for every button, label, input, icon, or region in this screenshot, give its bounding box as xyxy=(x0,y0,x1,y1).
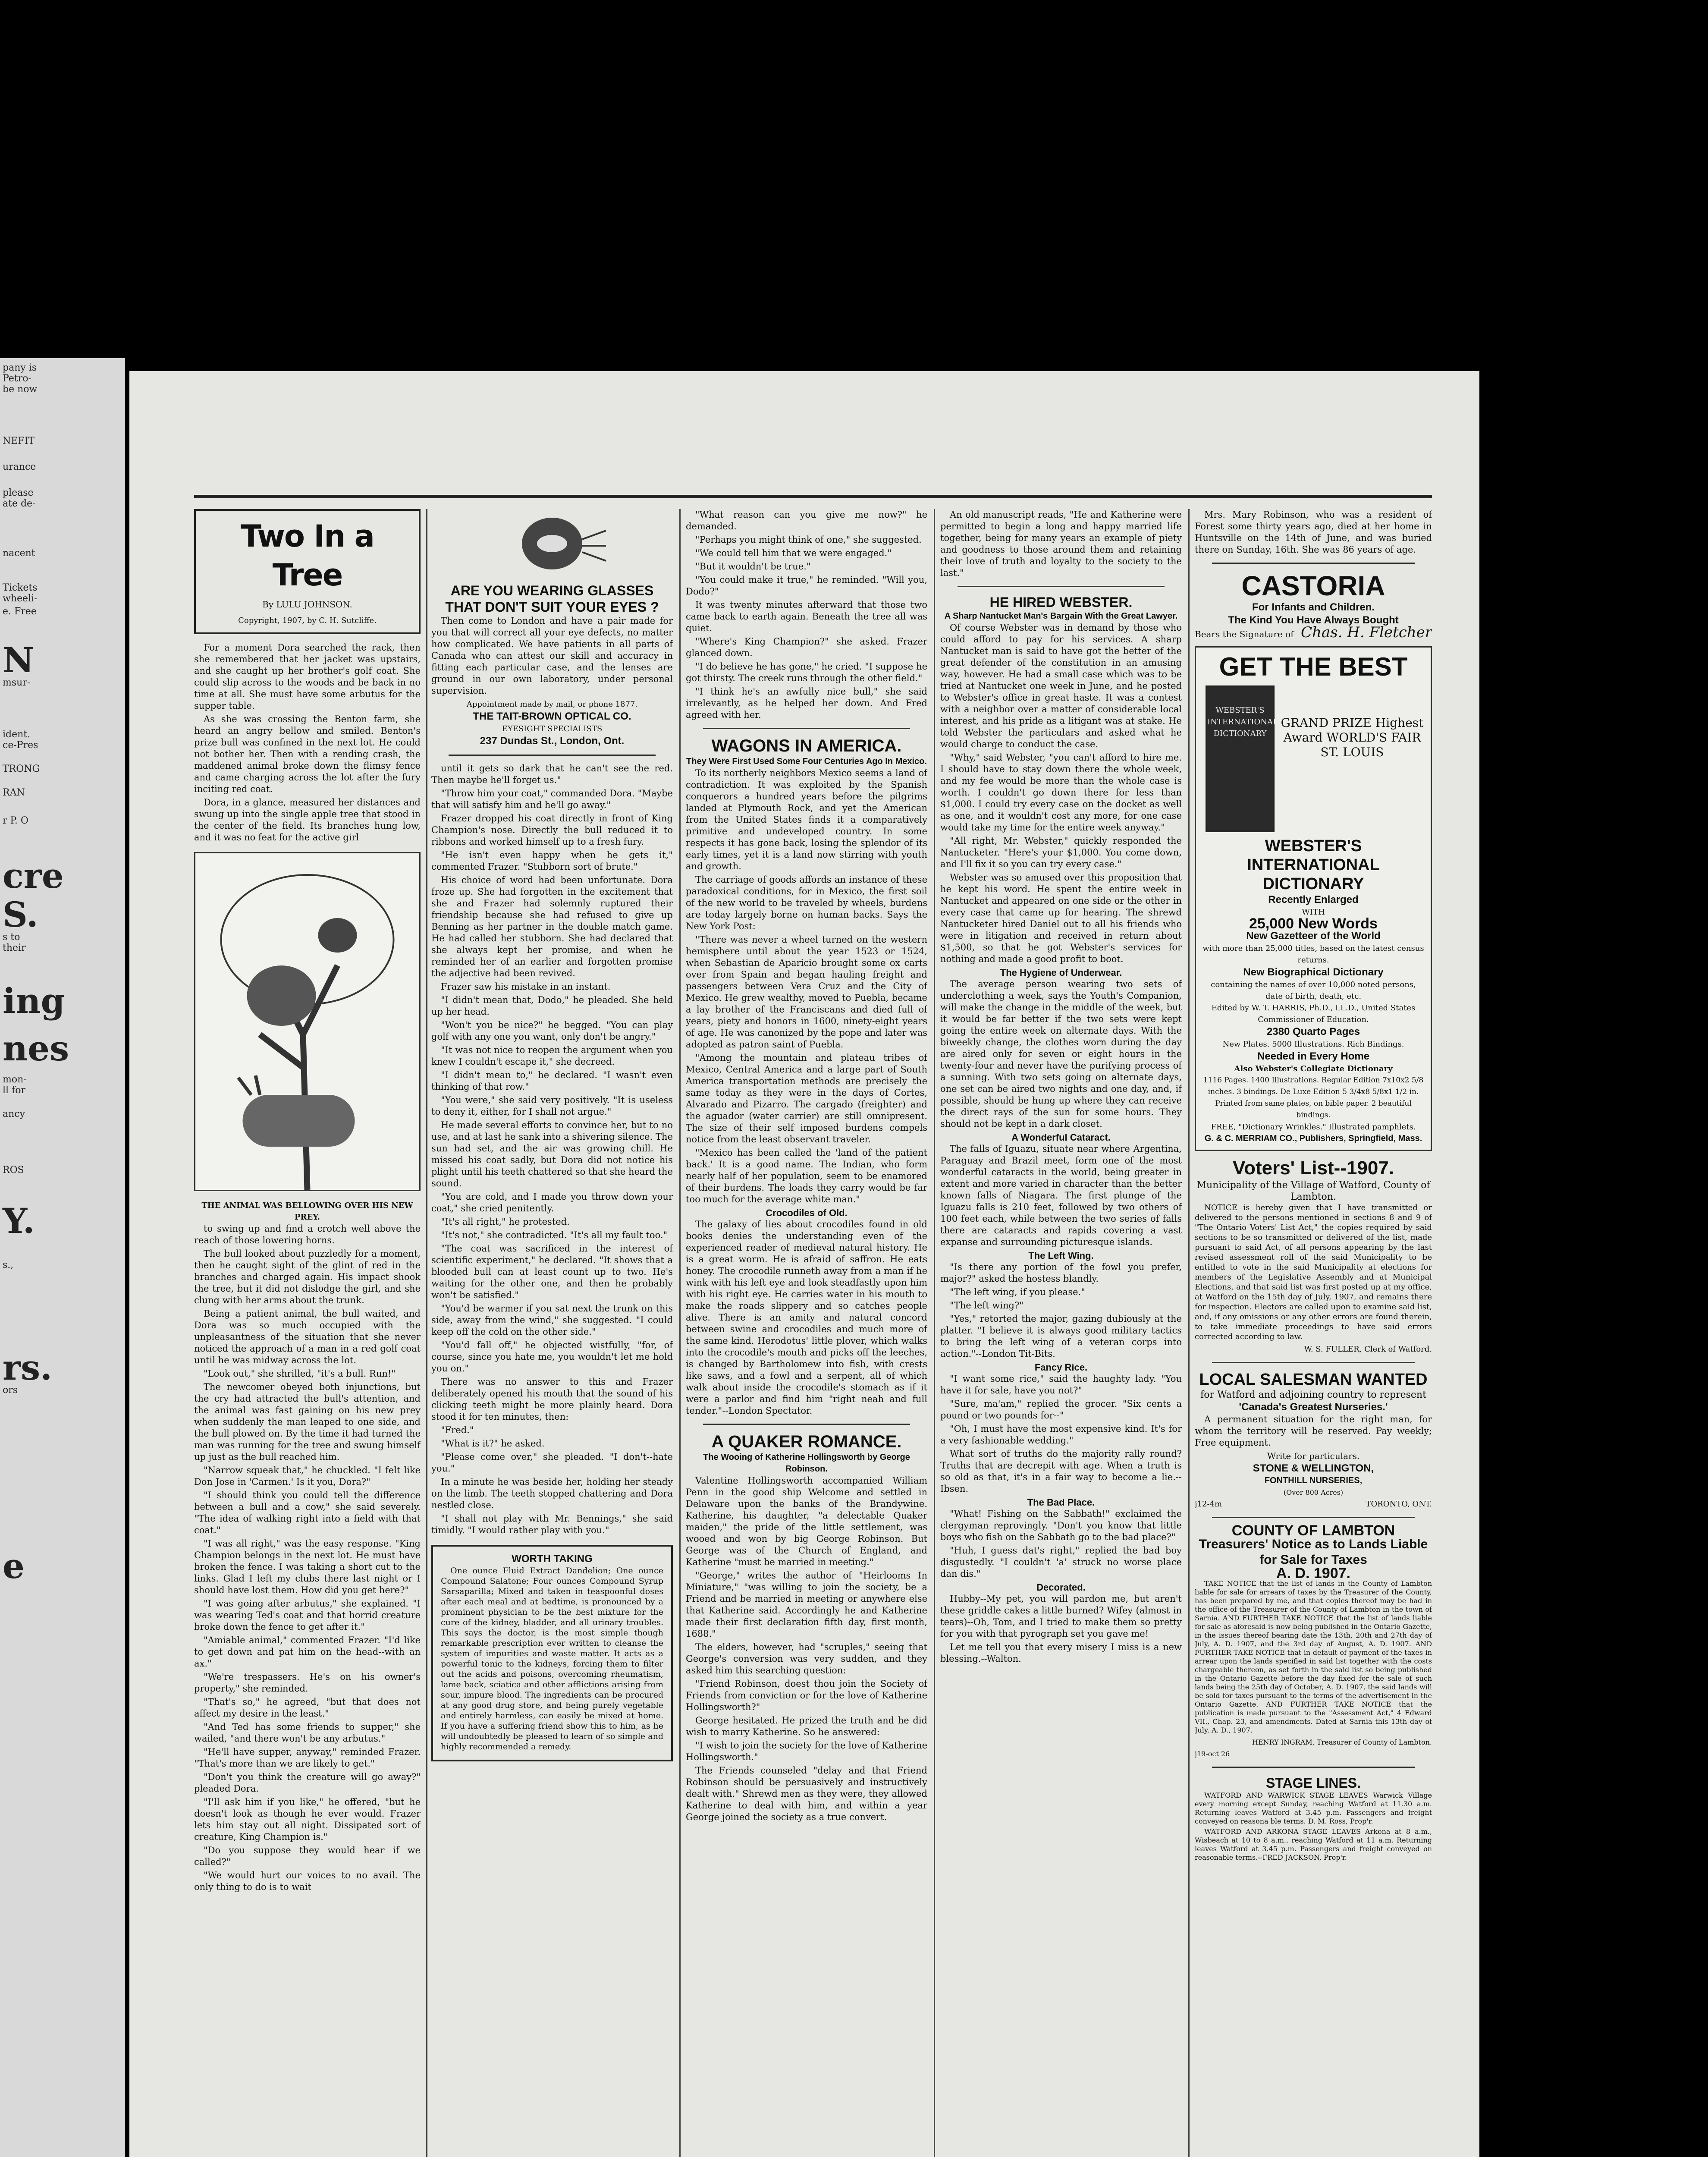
county-year: A. D. 1907. xyxy=(1276,1565,1350,1582)
dictionary-free: FREE, "Dictionary Wrinkles." Illustrated pamphlets. xyxy=(1211,1123,1416,1132)
optical-ad-body: Then come to London and have a pair made for you that will correct all your eye defects, no matter how complicated. We have patients in all parts of Canada who can attest our skill and accuracy in fitting each particular case, and the lenses are ground in our own laboratory, under personal supervision. xyxy=(431,616,673,696)
quaker-ending xyxy=(940,509,1182,579)
dictionary-ad xyxy=(1195,646,1432,1151)
quaker-headline: A QUAKER ROMANCE. xyxy=(711,1432,902,1451)
paragraph: "We're trespassers. He's on his owner's property," she reminded. xyxy=(194,1672,421,1694)
rice-headline: Fancy Rice. xyxy=(1034,1362,1088,1373)
paragraph: The elders, however, had "scruples," seeing that George's conversion was very sudden, and they asked him this searching question: xyxy=(686,1642,927,1676)
worth-taking-body: One ounce Fluid Extract Dandelion; One ounce Compound Salatone; Four ounces Compound Syrup Sarsaparilla; Mixed and taken in teaspoonful doses after each meal and at bedtime, is pronounced by a prominent physician to be the best mixture for the cure of the kidney, bladder, and all urinary troubles. This says the doctor, is the most simple though remarkable prescription ever written to cleanse the system of impurities and waste matter. It acts as a powerful tonic to the kidneys, forcing them to filter out the acids and poisons, overcoming rheumatism, lame back, sciatica and other afflictions arising from sour, impure blood. The ingredients can be procured at any good drug store, and being purely vegetable and entirely harmless, can easily be mixed at home. If you have a suffering friend show this to him, as he will undoubtedly be pleased to learn of so simple and highly recommended a remedy. xyxy=(441,1566,663,1751)
rice-text xyxy=(940,1373,1182,1446)
paragraph: "I should think you could tell the difference between a bull and a cow," she said severely. "The idea of walking right into a field with that coat." xyxy=(194,1490,421,1535)
column-divider xyxy=(679,509,681,2157)
paragraph: "He'll have supper, anyway," reminded Frazer. "That's more than we are likely to get." xyxy=(194,1747,421,1769)
paragraph: "Don't you think the creature will go away?" pleaded Dora. xyxy=(194,1772,421,1794)
paragraph: "Throw him your coat," commanded Dora. "Maybe that will satisfy him and he'll go away." xyxy=(431,788,673,810)
underwear-body: The average person wearing two sets of underclothing a week, says the Youth's Companion, will make the change in the middle of the week, but it would be far better if the two sets were kept going the entire week on alternate days. With the biweekly change, the clothes worn during the day are aired only for seven or eight hours in the twenty-four and never have the purifying process of a sunning. With two sets going on alternate days, one set can be aired two nights and one day, and, if possible, should be hung up where they can receive the direct rays of the sun for some hours. They should not be kept in a dark closet. xyxy=(940,979,1182,1129)
dictionary-publisher: G. & C. MERRIAM CO., Publishers, Springfield, Mass. xyxy=(1204,1134,1422,1143)
paragraph: There was no answer to this and Frazer deliberately opened his mouth that the sound of his clicking teeth might be more plainly heard. Dora stood it for ten minutes, then: xyxy=(431,1377,673,1422)
salesman-code: j12-4m xyxy=(1195,1500,1222,1509)
optical-ad-address: 237 Dundas St., London, Ont. xyxy=(480,735,625,747)
worth-taking-title: WORTH TAKING xyxy=(512,1553,593,1565)
paragraph: "The coat was sacrificed in the interest of scientific experiment," he declared. "It shows that a blooded bull can at least count up to two. He's waiting for the other one, and then he probably won't be satisfied." xyxy=(431,1243,673,1300)
robinson-notice: Mrs. Mary Robinson, who was a resident of Forest some thirty years ago, died at her home in Huntsville on the 14th of June, and was buried there on Sunday, 16th. She was 86 years of age. xyxy=(1195,509,1432,555)
paragraph: "Please come over," she pleaded. "I don't--hate you." xyxy=(431,1452,673,1474)
paragraph: "Perhaps you might think of one," she suggested. xyxy=(695,535,922,545)
book-label: WEBSTER'S INTERNATIONAL DICTIONARY xyxy=(1207,706,1278,738)
wagons-article xyxy=(686,767,927,1205)
castoria-bears: Bears the Signature of xyxy=(1195,629,1294,639)
page-fragment-text: e. Free xyxy=(3,606,37,617)
optical-ad-title: ARE YOU WEARING GLASSES THAT DON'T SUIT YOUR EYES ? xyxy=(445,583,659,615)
paragraph: The bull looked about puzzledly for a moment, then he caught sight of the glint of red in the branches and charged again. His impact shook the tree, but it did not dislodge the girl, and she clung with her arms about the trunk. xyxy=(194,1248,421,1305)
dictionary-gazetteer: New Gazetteer of the World xyxy=(1246,930,1381,942)
stage-title: STAGE LINES. xyxy=(1266,1775,1361,1791)
page-fragment-text: their xyxy=(3,943,26,953)
paragraph: "Oh, I must have the most expensive kind. It's for a very fashionable wedding." xyxy=(940,1424,1182,1446)
paragraph: "There was never a wheel turned on the western hemisphere until about the year 1523 or 1524, when Sebastian de Aparicio brought some ox carts over from Spain and began hauling freight and passengers between Vera Cruz and the City of Mexico. He grew wealthy, moved to Puebla, became a lay brother of the Franciscans and died full of years, piety and honors in 1600, ninety-eight years of age. He was canonized by the pope and later was adopted as patron saint of Puebla. xyxy=(686,934,927,1050)
story-title: Two In a Tree xyxy=(241,519,374,593)
paragraph: "It's all right," he protested. xyxy=(441,1217,570,1227)
paragraph: "It's not," she contradicted. "It's all my fault too." xyxy=(441,1230,668,1240)
paragraph: "I wish to join the society for the love of Katherine Hollingsworth." xyxy=(686,1740,927,1762)
paragraph: "George," writes the author of "Heirlooms In Miniature," "was willing to join the society, be a Friend and be married in meeting or anywhere else that Katherine said. Accordingly he and Katherine made their first declaration fifth day, first month, 1688." xyxy=(686,1570,927,1639)
page-fragment-text: wheeli- xyxy=(3,593,38,604)
page-fragment-text: nes xyxy=(3,1028,69,1069)
cataract-body: The falls of Iguazu, situate near where Argentina, Paraguay and Brazil meet, form one of the most wonderful cataracts in the world, being greater in extent and more varied in character than the better known falls of Niagara. The first plunge of the Iguazu falls is 210 feet, followed by two others of 100 feet each, while between the two series of falls there are cataracts and rapids covering a vast expanse and surrounding picturesque islands. xyxy=(940,1144,1182,1247)
county-code: j19-oct 26 xyxy=(1195,1750,1230,1758)
dictionary-with: WITH xyxy=(1302,908,1325,917)
page-fragment-text: ident. xyxy=(3,729,31,740)
paragraph: "Sure, ma'am," replied the grocer. "Six cents a pound or two pounds for--" xyxy=(940,1399,1182,1421)
county-sign: HENRY INGRAM, Treasurer of County of Lambton. xyxy=(1252,1738,1432,1746)
paragraph: "The left wing?" xyxy=(950,1300,1024,1311)
salesman-acres: (Over 800 Acres) xyxy=(1283,1488,1344,1497)
story-ending xyxy=(686,509,927,721)
story-continued xyxy=(431,763,673,1536)
crocodiles-body: The galaxy of lies about crocodiles found in old books denies the understanding even of the experienced reader of medieval natural history. He is a great worm. He is afraid of saffron. He eats honey. The crocodile runneth away from a man if he wink with his left eye and look steadfastly upon him with his right eye. He carries water in his mouth to make the roads slippery and so catches people alive. There is an amity and natural concord between swine and crocodiles and much more of the same kind. Herodotus' little plover, which walks into the crocodile's mouth and picks off the leeches, is changed by Bartholomew into fish, with crests like saws, and a fowl and a serpent, all of which walk about inside the crocodile's stomach as if it were a parlor and find him "right neah and full tender."--London Spectator. xyxy=(686,1219,927,1416)
paragraph: "You could make it true," he reminded. "Will you, Dodo?" xyxy=(686,575,927,597)
county-body: TAKE NOTICE that the list of lands in the County of Lambton liable for sale for arrears of taxes by the Treasurer of the County, has been prepared by me, and that copies thereof may be had in the office of the Treasurer of the County of Lambton in the town of Sarnia. AND FURTHER TAKE NOTICE that the list of lands liable for sale as aforesaid is now being published in the Ontario Gazette, in the issues thereof bearing date the 13th, 20th and 27th day of July, A. D. 1907, and the 3rd day of August, A. D. 1907. AND FURTHER TAKE NOTICE that in default of payment of the taxes in arrear upon the lands specified in said list together with the costs chargeable thereon, as set forth in the said list so being published in the Ontario Gazette before the day fixed for the sale of such lands being the 25th day of October, A. D. 1907, the said lands will be sold for taxes pursuant to the terms of the advertisement in the Ontario Gazette. AND FURTHER TAKE NOTICE that the publication is made pursuant to the "Assessment Act," 4 Edward VII., Chap. 23, and amendments. Dated at Sarnia this 13th day of July, A. D., 1907. xyxy=(1195,1579,1432,1734)
page-fragment-text: e xyxy=(3,1546,25,1586)
badplace-headline: The Bad Place. xyxy=(1027,1497,1095,1508)
quaker-article xyxy=(686,1475,927,1823)
page-fragment-text: s to xyxy=(3,932,20,943)
crocodiles-headline: Crocodiles of Old. xyxy=(766,1207,848,1218)
worth-taking-ad xyxy=(431,1545,673,1761)
paragraph: "I want some rice," said the haughty lady. "You have it for sale, have you not?" xyxy=(940,1374,1182,1396)
castoria-title: CASTORIA xyxy=(1241,570,1385,601)
dictionary-words: 25,000 New Words xyxy=(1249,915,1378,932)
paragraph: "We could tell him that we were engaged." xyxy=(695,548,892,558)
column-4 xyxy=(940,509,1182,2157)
paragraph: As she was crossing the Benton farm, she heard an angry bellow and smiled. Benton's prize bull was confined in the next lot. He could not bother her. Then with a rending crash, the maddened animal broke down the flimsy fence and came charging across the lot after the fury inciting red coat. xyxy=(194,714,421,794)
column-1 xyxy=(194,509,421,2157)
dictionary-editor: Edited by W. T. HARRIS, Ph.D., LL.D., United States Commissioner of Education. xyxy=(1211,1003,1416,1024)
dictionary-enlarged: Recently Enlarged xyxy=(1268,894,1359,906)
paragraph: "It was not nice to reopen the argument when you knew I couldn't escape it," she decreed. xyxy=(431,1045,673,1067)
paragraph: "You are cold, and I made you throw down your coat," she cried penitently. xyxy=(431,1192,673,1214)
optical-ad-appointment: Appointment made by mail, or phone 1877. xyxy=(466,700,638,709)
wagons-headline: WAGONS IN AMERICA. xyxy=(711,736,902,755)
paragraph: "I didn't mean that, Dodo," he pleaded. She held up her head. xyxy=(431,995,673,1017)
column-3 xyxy=(686,509,927,2157)
paragraph: "Friend Robinson, doest thou join the Society of Friends from conviction or for the love of Katherine Hollingsworth?" xyxy=(686,1679,927,1712)
page-fragment-text: ROS xyxy=(3,1165,24,1176)
story-header-box xyxy=(194,509,421,634)
paragraph: Frazer saw his mistake in an instant. xyxy=(441,981,611,992)
dictionary-gaz-desc: with more than 25,000 titles, based on the latest census returns. xyxy=(1203,944,1424,965)
paragraph: "I was going after arbutus," she explained. "I was wearing Ted's coat and that horrid creature broke down the fence to get after it." xyxy=(194,1598,421,1632)
paragraph: "You were," she said very positively. "It is useless to deny it, either, for I shall not argue." xyxy=(431,1095,673,1117)
paragraph: "You'd fall off," he objected wistfully, "for, of course, since you hate me, you wouldn't let me hold you on." xyxy=(431,1340,673,1374)
page-fragment-text: ors xyxy=(3,1385,18,1396)
page-fragment-text: Tickets xyxy=(3,582,38,593)
adjacent-page-fragment xyxy=(0,358,125,2157)
paragraph: "Narrow squeak that," he chuckled. "I felt like Don Jose in 'Carmen.' Is it you, Dora?" xyxy=(194,1465,421,1487)
paragraph: His choice of word had been unfortunate. Dora froze up. She had forgotten in the excitement that she and Frazer had solemnly ruptured their friendship because she had refused to give up Benning as her partner in the double match game. He had called her stubborn. She had declared that she always kept her promise, and when he reminded her of an earlier and forgotten promise the adjective had been revived. xyxy=(431,875,673,978)
page-fragment-text: rs. xyxy=(3,1347,53,1388)
story-text-b xyxy=(194,1223,421,1893)
column-divider xyxy=(934,509,935,2157)
paragraph: "Huh, I guess dat's right," replied the bad boy disgustedly. "I couldn't 'a' struck no worse place dan dis." xyxy=(940,1545,1182,1579)
column-divider xyxy=(426,509,427,2157)
decorated-headline: Decorated. xyxy=(1036,1582,1086,1593)
paragraph: "Why," said Webster, "you can't afford to hire me. I should have to stay down there the whole week, and my fee would be more than the whole case is worth. I couldn't go down there for less than $1,000. I could try every case on the docket as well as one, and it wouldn't cost any more, for one case would take my time for the entire week anyway." xyxy=(940,752,1182,833)
page-fragment-text: msur- xyxy=(3,677,31,688)
page-fragment-text: be now xyxy=(3,384,38,395)
salesman-nurseries: FONTHILL NURSERIES, xyxy=(1264,1476,1363,1485)
paragraph: "Do you suppose they would hear if we called?" xyxy=(194,1845,421,1867)
page-fragment-text: cre xyxy=(3,855,64,896)
eye-glasses-icon xyxy=(496,513,608,578)
paragraph: The Friends counseled "delay and that Friend Robinson should be persuasively and instructively dealt with." Shrewd men as they were, they allowed Katherine to deal with him, and within a year George joined the society as a true convert. xyxy=(686,1765,927,1822)
page-fragment-text: NEFIT xyxy=(3,436,35,446)
castoria-sub: For Infants and Children. xyxy=(1252,601,1375,613)
paragraph: "I do believe he has gone," he cried. "I suppose he got thirsty. The creek runs through the other field." xyxy=(686,661,927,683)
paragraph: "Look out," she shrilled, "it's a bull. Run!" xyxy=(204,1368,396,1379)
paragraph: To its northerly neighbors Mexico seems a land of contradiction. It was exploited by the Spanish conquerors a hundred years before the pilgrims landed at Plymouth Rock, and yet the American from the United States finds it a comparatively primitive and undeveloped country. In some respects it has gone back, losing the splendor of its early times, yet it is a land now stirring with youth and growth. xyxy=(686,768,927,871)
page-fragment-text: nacent xyxy=(3,548,35,559)
page-fragment-text: please xyxy=(3,487,34,498)
county-notice: Treasurers' Notice as to Lands Liable for Sale for Taxes xyxy=(1199,1537,1428,1567)
dictionary-book-icon xyxy=(1206,685,1278,832)
stage-line-2: WATFORD AND ARKONA STAGE LEAVES Arkona at 8 a.m., Wisbeach at 10 to 8 a.m., reaching Watford at 11 a.m. Returning leaves Watford at 3.45 p.m. Passengers and freight conveyed on reasonable terms.--FRED JACKSON, Prop'r. xyxy=(1195,1827,1432,1861)
badplace-text xyxy=(940,1508,1182,1580)
column-divider xyxy=(1188,509,1190,2157)
paragraph: Of course Webster was in demand by those who could afford to pay for his services. A sharp Nantucket man is said to have got the better of the great defender of the constitution in an amusing way, however. He had a small case which was to be tried at Nantucket one week in June, and he posted to Webster's office in great haste. It was a contest with a neighbor over a matter of considerable local interest, and his pride as a litigant was at stake. He told Webster the particulars and asked what he would charge to conduct the case. xyxy=(940,623,1182,749)
paragraph: For a moment Dora searched the rack, then she remembered that her jacket was upstairs, and she caught up her brother's golf coat. She could slip across to the woods and be back in no time at all. She must have some arbutus for the supper table. xyxy=(194,642,421,711)
stage-line-1: WATFORD AND WARWICK STAGE LEAVES Warwick Village every morning except Sunday, reaching Watford at 11.30 a.m. Returning leaves Watford at 3.45 p.m. Passengers and freight conveyed on reasona ble terms. D. M. Ross, Prop'r. xyxy=(1195,1791,1432,1825)
paragraph: "What! Fishing on the Sabbath!" exclaimed the clergyman reprovingly. "Don't you know that little boys who fish on the Sabbath go to the bad place?" xyxy=(940,1509,1182,1542)
page-fragment-text: pany is xyxy=(3,362,37,373)
paragraph: "But it wouldn't be true." xyxy=(695,561,811,572)
page-fragment-text: Petro- xyxy=(3,373,31,384)
dictionary-needed: Needed in Every Home xyxy=(1257,1050,1370,1062)
paragraph: George hesitated. He prized the truth and he did wish to marry Katherine. So he answered: xyxy=(686,1715,927,1737)
paragraph: Let me tell you that every misery I miss is a new blessing.--Walton. xyxy=(940,1642,1182,1664)
tree-bull-drawing-icon xyxy=(195,853,419,1190)
page-fragment-text: RAN xyxy=(3,787,25,798)
dictionary-pages: 2380 Quarto Pages xyxy=(1266,1026,1360,1038)
page-fragment-text: ancy xyxy=(3,1109,25,1119)
grand-prize: GRAND PRIZE Highest Award WORLD'S FAIR ST. LOUIS xyxy=(1281,716,1424,759)
illustration-caption: THE ANIMAL WAS BELLOWING OVER HIS NEW PREY. xyxy=(201,1201,413,1222)
paragraph: Frazer dropped his coat directly in front of King Champion's nose. Directly the bull reduced it to ribbons and worked himself up to a fresh fury. xyxy=(431,813,673,847)
underwear-headline: The Hygiene of Underwear. xyxy=(1000,967,1122,978)
page-fragment-text: ing xyxy=(3,981,65,1021)
paragraph: to swing up and find a crotch well above the reach of those lowering horns. xyxy=(194,1223,421,1245)
dictionary-best: GET THE BEST xyxy=(1219,652,1408,681)
paragraph: It was twenty minutes afterward that those two came back to earth again. Beneath the tree all was quiet. xyxy=(686,600,927,633)
page-fragment-text: urance xyxy=(3,462,36,472)
webster-subhead: A Sharp Nantucket Man's Bargain With the Great Lawyer. xyxy=(944,611,1178,621)
truth-paragraph: What sort of truths do the majority rally round? Truths that are decrepit with age. When a truth is so old as that, it's in a fair way to become a lie.--Ibsen. xyxy=(940,1449,1182,1494)
paragraph: "Fred." xyxy=(441,1425,474,1435)
paragraph: "Mexico has been called the 'land of the patient back.' It is a good name. The Indian, who form nearly half of her population, seem to be enamored of their burdens. The loads they carry would be far too much for the average white man." xyxy=(686,1148,927,1204)
page-fragment-text: ll for xyxy=(3,1085,25,1096)
paragraph: "Yes," retorted the major, gazing dubiously at the platter. "I believe it is always good military tactics to bring the left wing of a veteran corps into action."--London Tit-Bits. xyxy=(940,1314,1182,1359)
paragraph: "We would hurt our voices to no avail. The only thing to do is to wait xyxy=(194,1870,421,1892)
column-2 xyxy=(431,509,673,2157)
page-fragment-text: Y. xyxy=(3,1201,35,1241)
paragraph: "Among the mountain and plateau tribes of Mexico, Central America and a large part of South America transportation methods are precisely the same today as they were in the days of Cortes, Alvarado and Pizarro. The cargado (freighter) and the aguador (water carrier) are still omnipresent. The size of their self imposed burdens compels notice from the least observant traveler. xyxy=(686,1053,927,1145)
dictionary-coll-desc: 1116 Pages. 1400 Illustrations. Regular Edition 7x10x2 5/8 inches. 3 bindings. De Luxe Edition 5 3/4x8 5/8x1 1/2 in. Printed from same plates, on bible paper. 2 beautiful bindings. xyxy=(1203,1076,1424,1119)
paragraph: "Is there any portion of the fowl you prefer, major?" asked the hostess blandly. xyxy=(940,1262,1182,1284)
paragraph: Being a patient animal, the bull waited, and Dora was so much occupied with the unpleasantness of the situation that she never noticed the approach of a man in a red golf coat until he was midway across the lot. xyxy=(194,1308,421,1365)
paragraph: "All right, Mr. Webster," quickly responded the Nantucketer. "Here's your $1,000. You come down, and I'll fix it so you can try every case." xyxy=(940,836,1182,869)
page-fragment-text: N xyxy=(3,640,35,680)
voters-sign: W. S. FULLER, Clerk of Watford. xyxy=(1304,1345,1432,1354)
page-fragment-text: ate de- xyxy=(3,498,36,509)
voters-body: NOTICE is hereby given that I have transmitted or delivered to the persons mentioned in sections 8 and 9 of "The Ontario Voters' List Act," the copies required by said sections to be so transmitted or delivered of the list, made pursuant to said Act, of all persons appearing by the last revised assessment roll of the said Municipality to be entitled to vote in the said Municipality at elections for members of the Legislative Assembly and at Municipal Elections, and that said list was first posted up at my office, at Watford on the 15th day of July, 1907, and remains there for inspection. Electors are called upon to examine said list, and, if any omissions or any other errors are found therein, to take immediate proceedings to have said errors corrected according to law. xyxy=(1195,1203,1432,1341)
story-copyright: Copyright, 1907, by C. H. Sutcliffe. xyxy=(238,616,377,625)
page-fragment-text: S. xyxy=(3,894,38,935)
paragraph: "That's so," he agreed, "but that does not affect my desire in the least." xyxy=(194,1697,421,1719)
county-title: COUNTY OF LAMBTON xyxy=(1231,1522,1395,1539)
paragraph: An old manuscript reads, "He and Katherine were permitted to begin a long and happy married life together, being for many years an example of piety and goodness to those around them and retaining their love of truth and loyalty to the society to the last." xyxy=(940,509,1182,578)
salesman-for: for Watford and adjoining country to represent xyxy=(1200,1390,1426,1400)
dictionary-plates: New Plates. 5000 Illustrations. Rich Bindings. xyxy=(1222,1040,1404,1049)
dictionary-collegiate: Also Webster's Collegiate Dictionary xyxy=(1234,1064,1393,1073)
paragraph: "The left wing, if you please." xyxy=(950,1287,1085,1297)
page-fragment-text: r P. O xyxy=(3,815,28,826)
webster-headline: HE HIRED WEBSTER. xyxy=(989,594,1133,610)
salesman-body: A permanent situation for the right man, for whom the territory will be reserved. Pay weekly; Free equipment. xyxy=(1195,1414,1432,1448)
castoria-tag: The Kind You Have Always Bought xyxy=(1228,614,1399,626)
paragraph: The carriage of goods affords an instance of these paradoxical conditions, for in Mexico, the first soil of the new world to be traveled by wheels, burdens are today largely borne on human backs. Says the New York Post: xyxy=(686,874,927,931)
salesman-city: TORONTO, ONT. xyxy=(1366,1500,1432,1509)
castoria-signature: Chas. H. Fletcher xyxy=(1300,624,1432,641)
salesman-title: LOCAL SALESMAN WANTED xyxy=(1199,1371,1428,1389)
decorated-text xyxy=(940,1593,1182,1665)
paragraph: until it gets so dark that he can't see the red. Then maybe he'll forget us." xyxy=(431,763,673,785)
voters-title: Voters' List--1907. xyxy=(1233,1157,1394,1179)
dictionary-bio: New Biographical Dictionary xyxy=(1243,966,1384,978)
story-text-a xyxy=(194,642,421,843)
page-fragment-text: ce-Pres xyxy=(3,740,38,751)
paragraph: "I didn't mean to," he declared. "I wasn't even thinking of that row." xyxy=(431,1070,673,1092)
column-5 xyxy=(1195,509,1432,2157)
paragraph: "Amiable animal," commented Frazer. "I'd like to get down and pat him on the head--with an ax." xyxy=(194,1635,421,1669)
newspaper-page xyxy=(129,371,1479,2157)
optical-ad-firm: THE TAIT-BROWN OPTICAL CO. xyxy=(473,711,631,722)
paragraph: "What is it?" he asked. xyxy=(441,1438,545,1449)
paragraph: Webster was so amused over this proposition that he kept his word. He spent the entire week in Nantucket and appeared on one side or the other in every case that came up for hearing. The shrewd Nantucketer hired Daniel out to all his friends who were in litigation and received in return about $1,500, so that he got Webster's services for nothing and made a good profit to boot. xyxy=(940,872,1182,964)
paragraph: "Won't you be nice?" he begged. "You can play golf with any one you want, only don't be angry." xyxy=(431,1020,673,1042)
salesman-firm: 'Canada's Greatest Nurseries.' xyxy=(1239,1401,1388,1413)
paragraph: Dora, in a glance, measured her distances and swung up into the single apple tree that stood in the center of the field. Its branches hung low, and it was no feat for the active girl xyxy=(194,797,421,843)
paragraph: "I think he's an awfully nice bull," she said irrelevantly, as he helped her down. And Fred agreed with her. xyxy=(686,686,927,720)
paragraph: He made several efforts to convince her, but to no use, and at last he sank into a shivering silence. The sun had set, and the air was growing chill. He missed his coat sadly, but Dora did not notice his plight until his teeth chattered so that she heard the sound. xyxy=(431,1120,673,1189)
paragraph: "I shall not play with Mr. Bennings," she said timidly. "I would rather play with you." xyxy=(431,1513,673,1535)
optical-ad-firm-sub: EYESIGHT SPECIALISTS xyxy=(502,724,603,733)
page-fragment-text: mon- xyxy=(3,1074,27,1085)
paragraph: "What reason can you give me now?" he demanded. xyxy=(686,509,927,531)
paragraph: "Where's King Champion?" she asked. Frazer glanced down. xyxy=(686,636,927,658)
paragraph: In a minute he was beside her, holding her steady on the limb. The teeth stopped chattering and Dora nestled close. xyxy=(431,1477,673,1510)
paragraph: "He isn't even happy when he gets it," commented Frazer. "Stubborn sort of brute." xyxy=(431,850,673,872)
salesman-write: Write for particulars. xyxy=(1267,1451,1360,1461)
story-byline: By LULU JOHNSON. xyxy=(262,599,352,610)
leftwing-text xyxy=(940,1261,1182,1360)
dictionary-bio-desc: containing the names of over 10,000 noted persons, date of birth, death, etc. xyxy=(1211,980,1416,1001)
salesman-co: STONE & WELLINGTON, xyxy=(1253,1462,1374,1474)
cataract-headline: A Wonderful Cataract. xyxy=(1011,1132,1111,1143)
page-fragment-text: s., xyxy=(3,1260,14,1270)
quaker-subhead: The Wooing of Katherine Hollingsworth by George Robinson. xyxy=(703,1453,910,1474)
paragraph: The newcomer obeyed both injunctions, but the cry had attracted the bull's attention, and the animal was fast gaining on his new prey when suddenly the man leaped to one side, and the bull plowed on. By the time it had turned the man was running for the tree and swung himself up just as the bull reached him. xyxy=(194,1382,421,1462)
voters-municipality: Municipality of the Village of Watford, County of Lambton. xyxy=(1196,1180,1430,1202)
dictionary-title: WEBSTER'S INTERNATIONAL DICTIONARY xyxy=(1247,837,1380,893)
bull-illustration xyxy=(194,852,421,1191)
webster-article xyxy=(940,622,1182,965)
page-fragment-text: TRONG xyxy=(3,764,40,774)
paragraph: "And Ted has some friends to supper," she wailed, "and there won't be any arbutus." xyxy=(194,1722,421,1744)
paragraph: "I'll ask him if you like," he offered, "but he doesn't look as though he ever would. Frazer lets him stay out all night. Dissipated sort of creature, King Champion is." xyxy=(194,1797,421,1842)
paragraph: "I was all right," was the easy response. "King Champion belongs in the next lot. He must have broken the fence. I was taking a short cut to the links. Glad I left my clubs there last night or I should have lost them. How did you get here?" xyxy=(194,1538,421,1595)
leftwing-headline: The Left Wing. xyxy=(1028,1250,1094,1261)
top-rule xyxy=(194,495,1432,498)
wagons-subhead: They Were First Used Some Four Centuries Ago In Mexico. xyxy=(686,757,927,766)
paragraph: "You'd be warmer if you sat next the trunk on this side, away from the wind," she suggested. "I could keep off the cold on the other side." xyxy=(431,1303,673,1337)
paragraph: Hubby--My pet, you will pardon me, but aren't these griddle cakes a little burned? Wifey (almost in tears)--Oh, Tom, and I tried to make them so pretty for you with that pyrograph set you gave me! xyxy=(940,1594,1182,1639)
paragraph: Valentine Hollingsworth accompanied William Penn in the good ship Welcome and settled in Delaware upon the banks of the Brandywine. Katherine, his daughter, "a delectable Quaker maiden," the pride of the little settlement, was wooed and won by big George Robinson. But George was of the Church of England, and Katherine "must be married in meeting." xyxy=(686,1475,927,1567)
